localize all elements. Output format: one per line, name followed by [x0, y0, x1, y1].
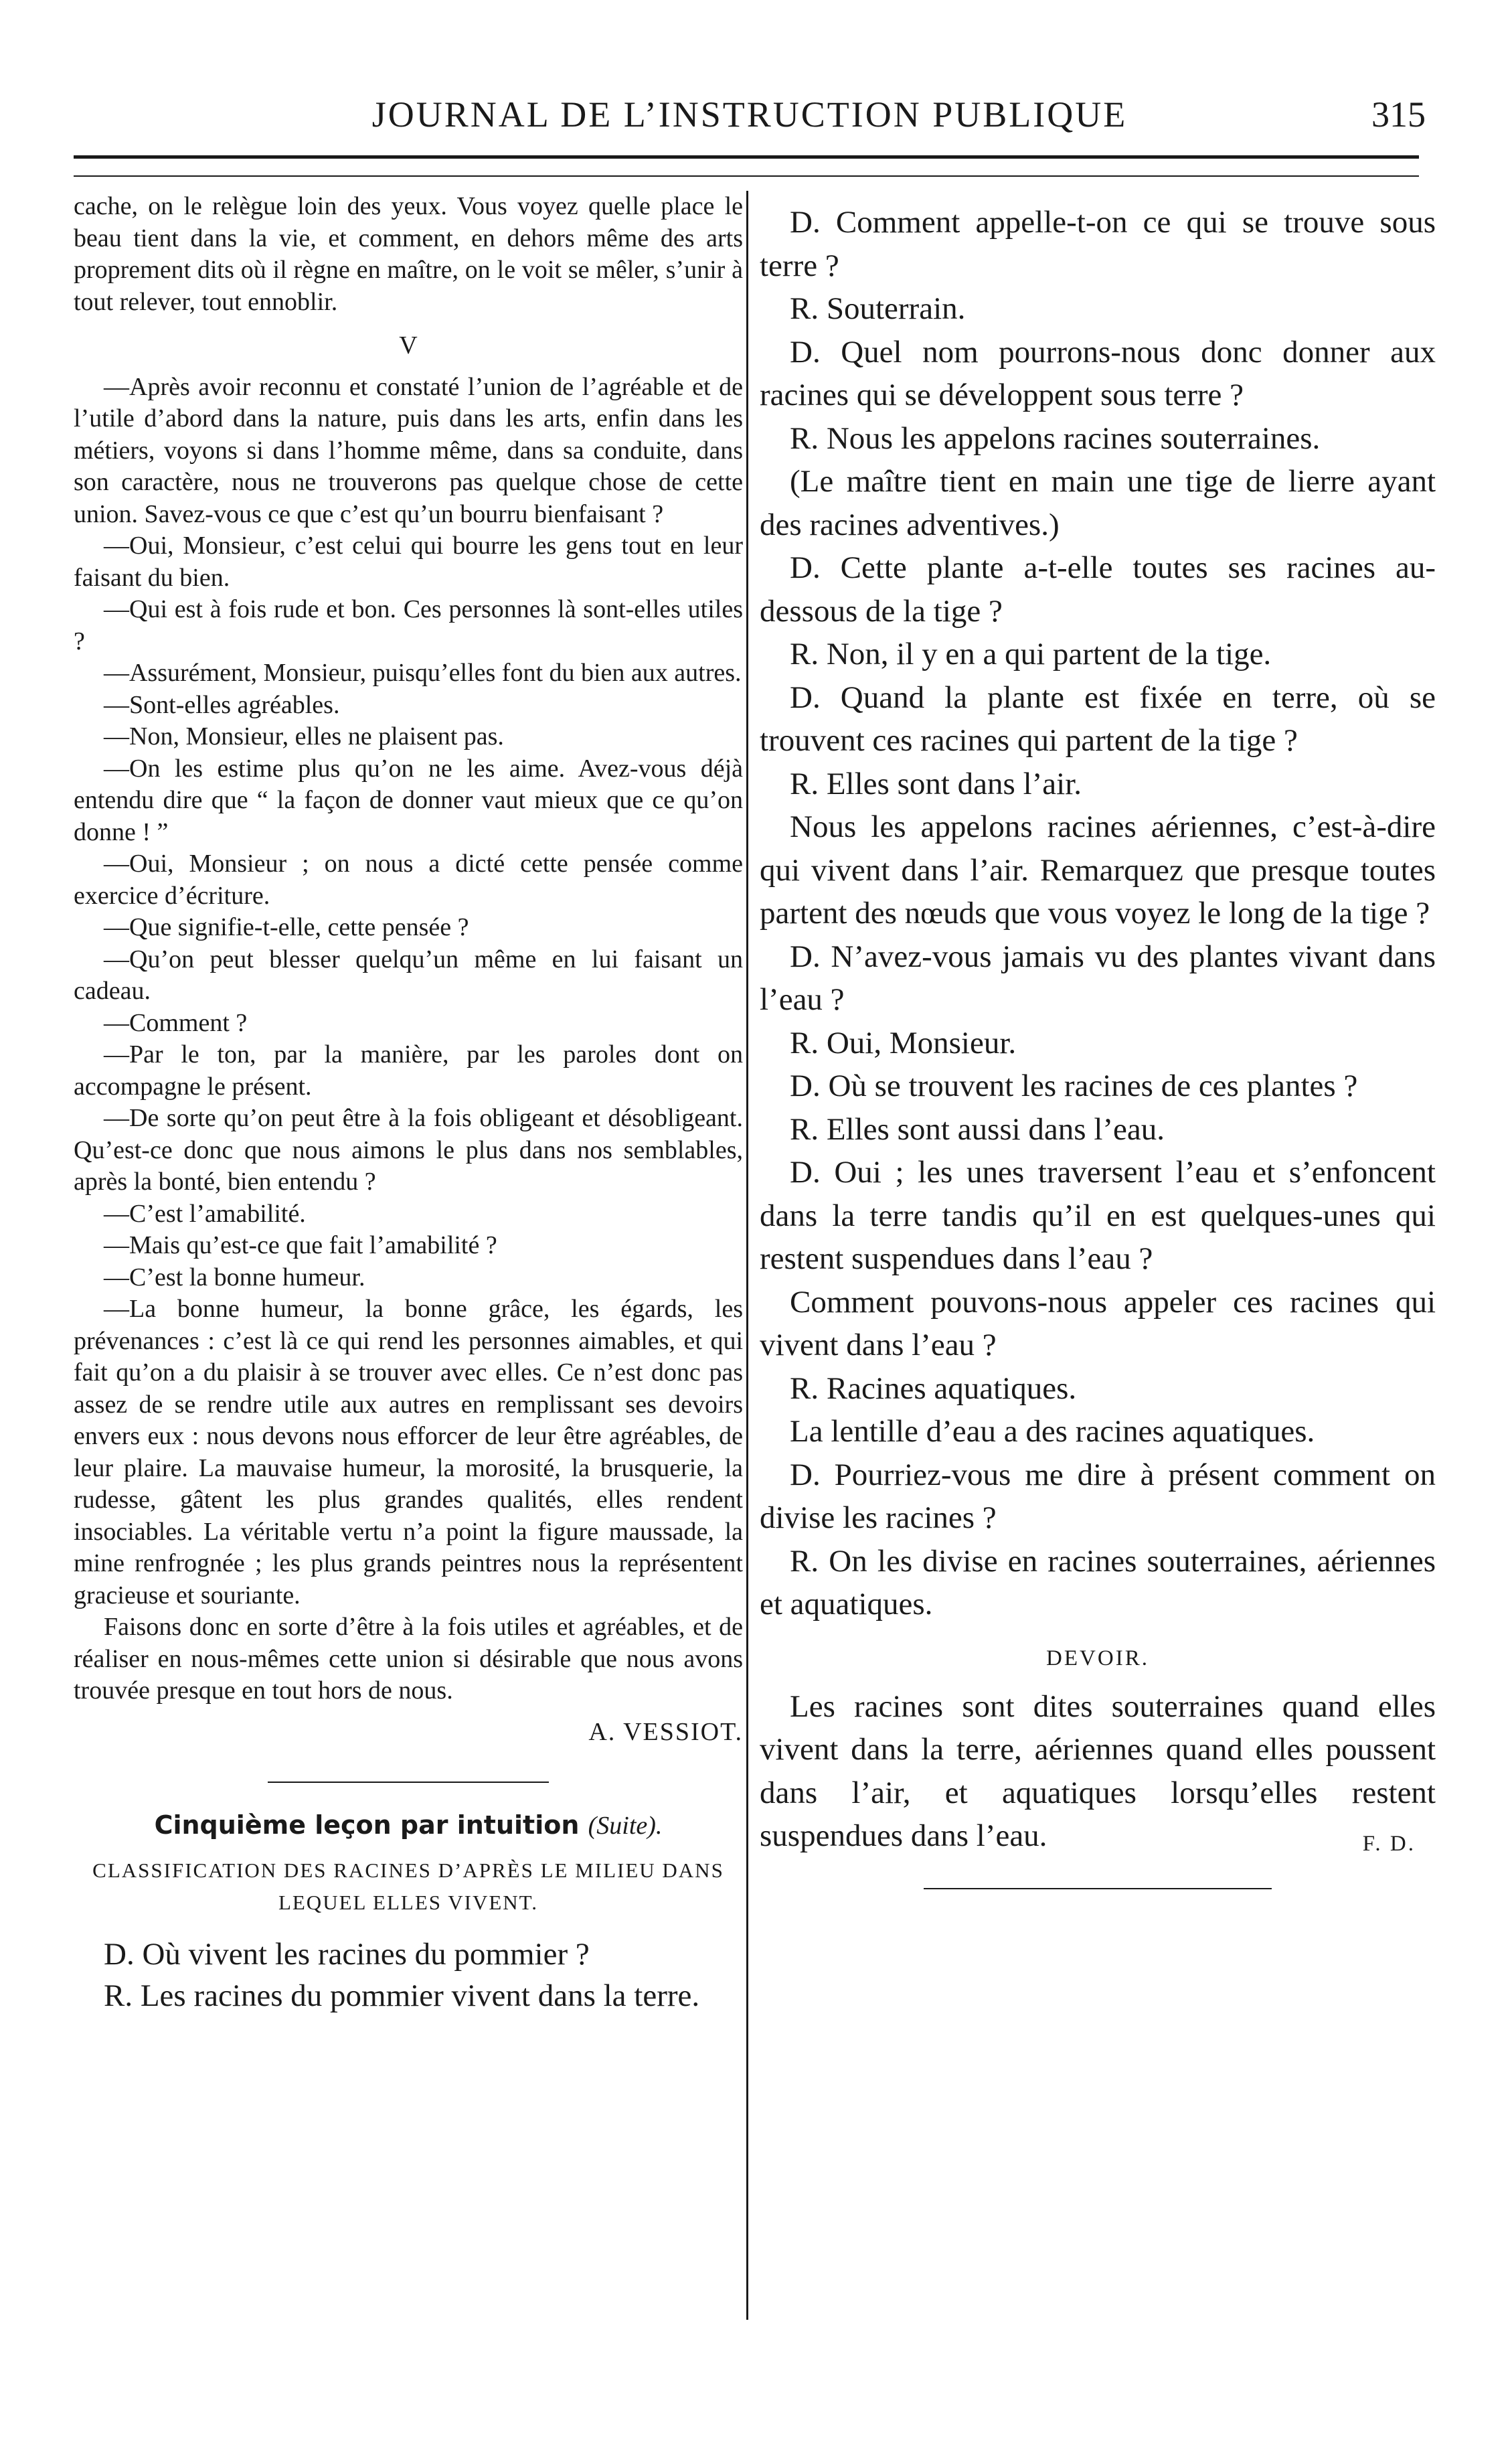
lesson-paragraph: D. Oui ; les unes traversent l’eau et s’enfoncent dans la terre tandis qu’il en est quelques-unes qui restent suspendues dans l’eau ? — [760, 1155, 1436, 1276]
dialogue-paragraph: —C’est l’amabilité. — [104, 1199, 306, 1228]
dialogue-paragraph: —Par le ton, par la manière, par les paroles dont on accompagne le présent. — [74, 1040, 743, 1101]
lesson-paragraph: R. Nous les appelons racines souterraines. — [790, 420, 1321, 456]
dialogue-paragraph: —Oui, Monsieur ; on nous a dicté cette pensée comme exercice d’écriture. — [74, 850, 743, 910]
column-divider — [746, 191, 748, 2320]
running-title: JOURNAL DE L’INSTRUCTION PUBLIQUE — [371, 94, 1128, 135]
section-separator — [268, 1782, 549, 1783]
bottom-separator — [924, 1888, 1272, 1889]
lesson-paragraph: R. Racines aquatiques. — [790, 1370, 1077, 1406]
lesson-title-text: Cinquième leçon par intuition — [154, 1810, 580, 1840]
lesson-title — [74, 1810, 743, 1842]
author-signature: A. VESSIOT. — [588, 1717, 743, 1746]
dialogue-paragraph: —Sont-elles agréables. — [104, 690, 340, 719]
lesson-paragraph: D. Cette plante a-t-elle toutes ses racines au-dessous de la tige ? — [760, 550, 1436, 629]
qa-answer: R. Les racines du pommier vivent dans la terre. — [104, 1978, 700, 2013]
dialogue-paragraph: —Assurément, Monsieur, puisqu’elles font du bien aux autres. — [104, 659, 742, 687]
lesson-title-suffix: (Suite). — [588, 1812, 663, 1840]
devoir-heading: DEVOIR. — [1046, 1646, 1149, 1670]
dialogue-paragraph: —On les estime plus qu’on ne les aime. Avez-vous déjà entendu dire que “ la façon de donner vaut mieux que ce qu’on donne ! ” — [74, 754, 743, 846]
dialogue-paragraph: —Que signifie-t-elle, cette pensée ? — [104, 913, 469, 941]
left-column — [74, 191, 743, 2017]
dialogue-paragraph: —Comment ? — [104, 1008, 248, 1037]
dialogue-paragraph: —Mais qu’est-ce que fait l’amabilité ? — [104, 1231, 497, 1259]
devoir-text: Les racines sont dites souterraines quand elles vivent dans la terre, aériennes quand elles poussent dans l’air, et aquatiques lorsqu’elles restent suspendues dans l’eau. — [760, 1688, 1436, 1853]
lesson-paragraph: D. Pourriez-vous me dire à présent comment on divise les racines ? — [760, 1457, 1436, 1535]
author-initials: F. D. — [1362, 1831, 1416, 1856]
lesson-paragraph: Comment pouvons-nous appeler ces racines qui vivent dans l’eau ? — [760, 1284, 1436, 1362]
dialogue-paragraph: —Qu’on peut blesser quelqu’un même en lui faisant un cadeau. — [74, 945, 743, 1005]
lesson-paragraph: La lentille d’eau a des racines aquatiques. — [790, 1414, 1315, 1449]
dialogue-paragraph: —La bonne humeur, la bonne grâce, les égards, les prévenances : c’est là ce qui rend les personnes aimables, et qui fait qu’on a du plaisir à se trouver avec elles. Ce n’est donc pas assez de se rendre utile aux autres en remplissant ses devoirs envers eux : nous devons nous efforcer de leur être agréables, de leur plaire. La mauvaise humeur, la morosité, la brusquerie, la rudesse, gâtent les plus grandes qualités, elles rendent insociables. La véritable vertu n’a point la figure maussade, la mine renfrognée ; les plus grands peintres nous la représentent gracieuse et souriante. — [74, 1295, 743, 1609]
section-numeral: V — [399, 331, 418, 360]
dialogue-paragraph: Faisons donc en sorte d’être à la fois utiles et agréables, et de réaliser en nous-mêmes cette union si désirable que nous avons trouvée presque en tout hors de nous. — [74, 1613, 743, 1705]
lesson-paragraph: (Le maître tient en main une tige de lierre ayant des racines adventives.) — [760, 464, 1436, 542]
dialogue-paragraph: —Non, Monsieur, elles ne plaisent pas. — [104, 722, 504, 750]
lesson-subtitle: CLASSIFICATION DES RACINES D’APRÈS LE MILIEU DANS LEQUEL ELLES VIVENT. — [92, 1858, 724, 1914]
qa-question: D. Où vivent les racines du pommier ? — [104, 1936, 590, 1972]
lesson-qa — [74, 1933, 743, 2017]
lesson-paragraph: Nous les appelons racines aériennes, c’est-à-dire qui vivent dans l’air. Remarquez que presque toutes partent des nœuds que vous voyez le long de la tige ? — [760, 809, 1436, 931]
lesson-paragraph: R. Elles sont dans l’air. — [790, 766, 1082, 801]
right-column — [760, 201, 1436, 1889]
page-number: 315 — [1371, 94, 1426, 135]
lesson-paragraph: D. N’avez-vous jamais vu des plantes vivant dans l’eau ? — [760, 939, 1436, 1017]
dialogue-paragraph: —Oui, Monsieur, c’est celui qui bourre les gens tout en leur faisant du bien. — [74, 532, 743, 592]
dialogue-paragraph: —C’est la bonne humeur. — [104, 1263, 365, 1291]
devoir-block — [760, 1685, 1436, 1858]
lesson-paragraph: R. On les divise en racines souterraines, aériennes et aquatiques. — [760, 1543, 1436, 1622]
page-header — [74, 94, 1426, 147]
dialogue-paragraph: —Après avoir reconnu et constaté l’union de l’agréable et de l’utile d’abord dans la nature, puis dans les arts, enfin dans les métiers, voyons si dans l’homme même, dans sa conduite, dans son caractère, nous ne trouverons pas quelque chose de cette union. Savez-vous ce que c’est qu’un bourru bienfaisant ? — [74, 372, 743, 528]
lesson-paragraph: D. Quel nom pourrons-nous donc donner aux racines qui se développent sous terre ? — [760, 334, 1436, 412]
header-rule-thin — [74, 175, 1419, 177]
lesson-paragraph: R. Non, il y en a qui partent de la tige. — [790, 637, 1272, 672]
lesson-paragraph: R. Oui, Monsieur. — [790, 1025, 1017, 1060]
lesson-paragraph: R. Elles sont aussi dans l’eau. — [790, 1111, 1165, 1147]
lesson-paragraph: D. Où se trouvent les racines de ces plantes ? — [790, 1069, 1358, 1103]
dialogue-paragraph: —Qui est à fois rude et bon. Ces personnes là sont-elles utiles ? — [74, 595, 743, 655]
header-rule-thick — [74, 155, 1419, 159]
dialogue-paragraph: —De sorte qu’on peut être à la fois obligeant et désobligeant. Qu’est-ce donc que nous aimons le plus dans nos semblables, après la bonté, bien entendu ? — [74, 1104, 743, 1196]
lesson-paragraph: R. Souterrain. — [790, 291, 966, 326]
lesson-paragraph: D. Quand la plante est fixée en terre, où se trouvent ces racines qui partent de la tige ? — [760, 680, 1436, 758]
intro-paragraph: cache, on le relègue loin des yeux. Vous voyez quelle place le beau tient dans la vie, et comment, en dehors même des arts proprement dits où il règne en maître, on le voit se mêler, s’unir à tout relever, tout ennoblir. — [74, 192, 743, 316]
lesson-paragraph: D. Comment appelle-t-on ce qui se trouve sous terre ? — [760, 205, 1436, 283]
